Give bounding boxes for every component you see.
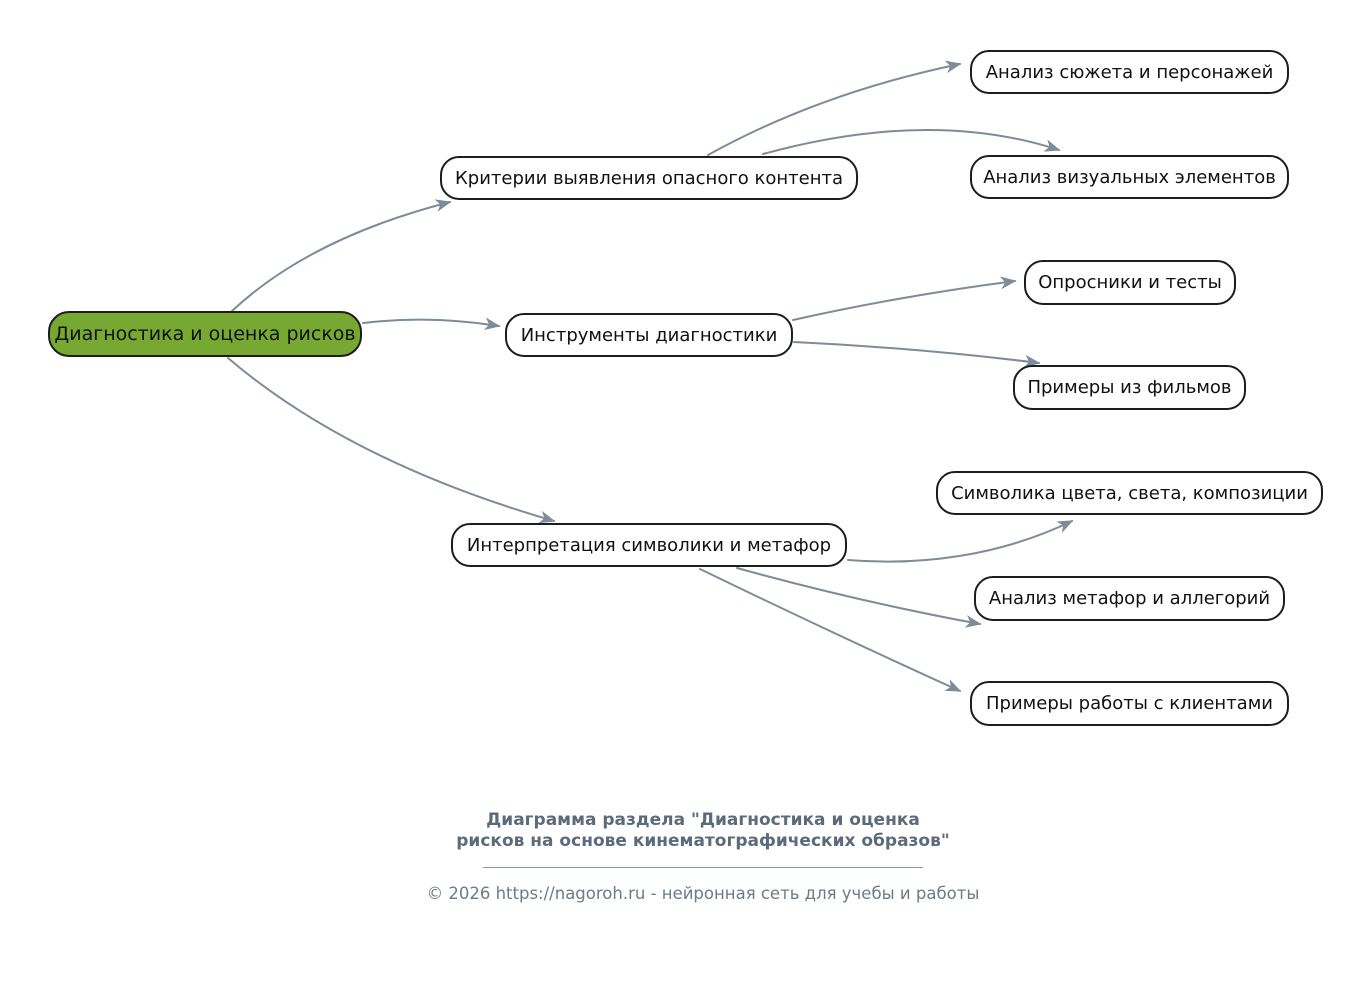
leaf-node-questionnaires: Опросники и тесты bbox=[1024, 260, 1236, 305]
branch-node-interpretation: Интерпретация символики и метафор bbox=[451, 523, 847, 567]
edge-criteria-to-visual-analysis bbox=[763, 130, 1059, 154]
edge-root-to-interpretation bbox=[228, 358, 554, 521]
edge-criteria-to-plot-analysis bbox=[708, 64, 960, 155]
leaf-node-film-examples: Примеры из фильмов bbox=[1013, 365, 1246, 410]
root-node: Диагностика и оценка рисков bbox=[48, 311, 362, 357]
footer bbox=[383, 810, 1023, 903]
edge-root-to-criteria bbox=[232, 202, 450, 311]
edge-interpretation-to-symbolism bbox=[848, 521, 1072, 562]
diagram-title-line2: рисков на основе кинематографических образов" bbox=[456, 831, 950, 852]
edge-interpretation-to-metaphors bbox=[737, 568, 980, 624]
leaf-node-client-examples: Примеры работы с клиентами bbox=[970, 681, 1289, 726]
diagram-title-line1: Диаграмма раздела "Диагностика и оценка bbox=[486, 810, 920, 830]
footer-divider bbox=[483, 867, 923, 868]
edge-tools-to-film-examples bbox=[794, 342, 1039, 363]
branch-node-criteria: Критерии выявления опасного контента bbox=[440, 156, 858, 200]
edge-root-to-tools bbox=[363, 320, 499, 326]
diagram-title bbox=[383, 810, 1023, 853]
leaf-node-visual-analysis: Анализ визуальных элементов bbox=[970, 155, 1289, 199]
edge-interpretation-to-client-examples bbox=[700, 569, 960, 691]
branch-node-tools: Инструменты диагностики bbox=[505, 313, 793, 357]
edge-tools-to-questionnaires bbox=[793, 281, 1015, 320]
leaf-node-symbolism: Символика цвета, света, композиции bbox=[936, 471, 1323, 515]
copyright-text: © 2026 https://nagoroh.ru - нейронная сеть для учебы и работы bbox=[426, 883, 980, 903]
leaf-node-plot-analysis: Анализ сюжета и персонажей bbox=[970, 50, 1289, 94]
leaf-node-metaphors: Анализ метафор и аллегорий bbox=[974, 576, 1285, 621]
